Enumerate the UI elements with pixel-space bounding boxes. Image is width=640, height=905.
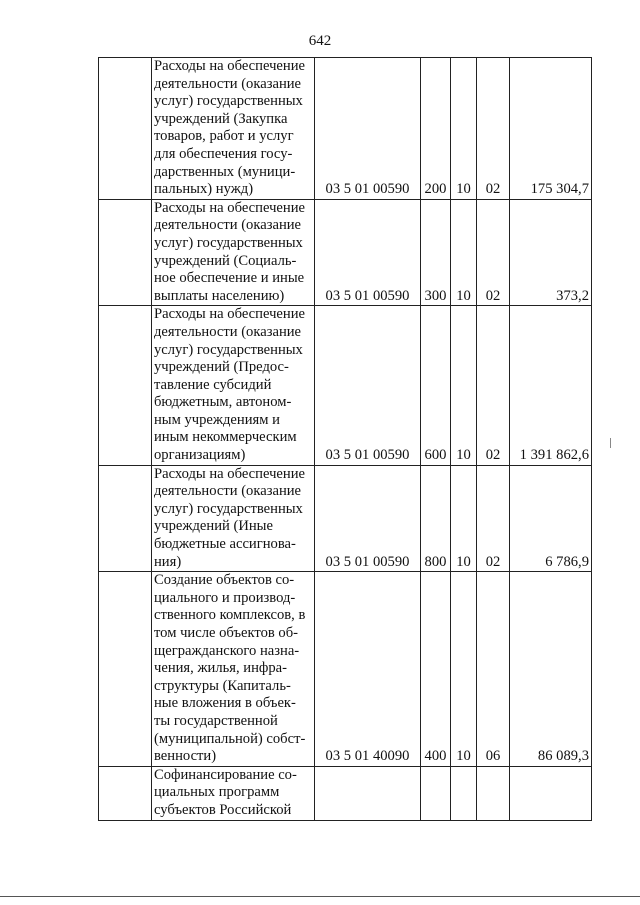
expense-name-line: услуг) государственных xyxy=(154,93,303,110)
expense-type-cell: 300 xyxy=(421,199,451,306)
expense-name-line: Создание объектов со- xyxy=(154,572,295,589)
bottom-rule xyxy=(0,896,640,897)
page-number: 642 xyxy=(308,33,332,49)
section-cell: 10 xyxy=(451,58,477,200)
expense-name-line: циальных программ xyxy=(154,784,280,801)
section-cell: 10 xyxy=(451,465,477,572)
expense-type-cell: 800 xyxy=(421,465,451,572)
expense-type-cell: 200 xyxy=(421,58,451,200)
expense-name-line: ния) xyxy=(154,553,182,570)
expense-name-line: для обеспечения госу- xyxy=(154,145,293,162)
subsection-cell: 06 xyxy=(477,572,510,767)
target-article-cell: 03 5 01 00590 xyxy=(315,199,421,306)
section-cell xyxy=(451,766,477,820)
row-number-cell xyxy=(99,465,152,572)
expense-name-line: венности) xyxy=(154,748,217,765)
expense-name-line: ные вложения в объек- xyxy=(154,695,296,712)
amount-cell: 6 786,9 xyxy=(510,465,592,572)
section-cell: 10 xyxy=(451,306,477,465)
expense-name-line: тавление субсидий xyxy=(154,376,272,393)
expense-name-line: учреждений (Предос- xyxy=(154,359,289,376)
expense-name-line: услуг) государственных xyxy=(154,500,303,517)
expense-name-cell xyxy=(152,306,315,465)
expense-name-line: услуг) государственных xyxy=(154,234,303,251)
expense-name-line: структуры (Капиталь- xyxy=(154,677,291,694)
expense-name-line: Софинансирование со- xyxy=(154,766,297,783)
subsection-cell: 02 xyxy=(477,306,510,465)
expense-name-line: Расходы на обеспечение xyxy=(154,58,305,74)
expense-name-cell xyxy=(152,199,315,306)
section-cell: 10 xyxy=(451,572,477,767)
target-article-cell: 03 5 01 00590 xyxy=(315,58,421,200)
amount-cell: 175 304,7 xyxy=(510,58,592,200)
expense-name-line: ты государственной xyxy=(154,712,278,729)
row-number-cell xyxy=(99,58,152,200)
expense-name-line: ственного комплексов, в xyxy=(154,607,306,624)
row-number-cell xyxy=(99,199,152,306)
expense-name-line: бюджетные ассигнова- xyxy=(154,536,296,553)
expense-name-line: ное обеспечение и иные xyxy=(154,270,305,287)
expense-name-line: Расходы на обеспечение xyxy=(154,199,305,216)
amount-cell: 86 089,3 xyxy=(510,572,592,767)
expense-type-cell: 400 xyxy=(421,572,451,767)
expense-name-cell xyxy=(152,465,315,572)
expense-name-line: услуг) государственных xyxy=(154,341,303,358)
expense-name-line: (муниципальной) собст- xyxy=(154,730,306,747)
expense-name-line: иным некоммерческим xyxy=(154,429,297,446)
target-article-cell xyxy=(315,766,421,820)
subsection-cell xyxy=(477,766,510,820)
margin-mark xyxy=(610,438,611,448)
expense-name-cell xyxy=(152,766,315,820)
expense-type-cell xyxy=(421,766,451,820)
row-number-cell xyxy=(99,572,152,767)
table-row xyxy=(99,199,592,306)
expense-name-line: деятельности (оказание xyxy=(154,323,302,340)
table-row xyxy=(99,572,592,767)
subsection-cell: 02 xyxy=(477,465,510,572)
expense-name-line: учреждений (Иные xyxy=(154,518,273,535)
expense-name-line: пальных) нужд) xyxy=(154,181,254,198)
expense-name-cell xyxy=(152,58,315,200)
expense-name-line: циального и производ- xyxy=(154,589,296,606)
target-article-cell: 03 5 01 40090 xyxy=(315,572,421,767)
target-article-cell: 03 5 01 00590 xyxy=(315,306,421,465)
target-article-cell: 03 5 01 00590 xyxy=(315,465,421,572)
budget-table xyxy=(98,57,592,821)
expense-name-cell xyxy=(152,572,315,767)
table-row xyxy=(99,465,592,572)
table-row xyxy=(99,306,592,465)
expense-name-line: ным учреждениям и xyxy=(154,411,280,428)
table-row xyxy=(99,766,592,820)
expense-name-line: бюджетным, автоном- xyxy=(154,394,292,411)
expense-name-line: дарственных (муници- xyxy=(154,163,296,180)
expense-name-line: деятельности (оказание xyxy=(154,483,302,500)
expense-name-line: деятельности (оказание xyxy=(154,217,302,234)
expense-type-cell: 600 xyxy=(421,306,451,465)
expense-name-line: деятельности (оказание xyxy=(154,75,302,92)
expense-name-line: том числе объектов об- xyxy=(154,625,299,641)
expense-name-line: учреждений (Социаль- xyxy=(154,252,297,269)
subsection-cell: 02 xyxy=(477,58,510,200)
row-number-cell xyxy=(99,766,152,820)
expense-name-line: организациям) xyxy=(154,447,246,464)
expense-name-line: учреждений (Закупка xyxy=(154,110,288,127)
amount-cell xyxy=(510,766,592,820)
expense-name-line: Расходы на обеспечение xyxy=(154,465,305,482)
subsection-cell: 02 xyxy=(477,199,510,306)
amount-cell: 1 391 862,6 xyxy=(510,306,592,465)
expense-name-line: щегражданского назна- xyxy=(154,642,300,659)
budget-table-body xyxy=(99,58,592,821)
row-number-cell xyxy=(99,306,152,465)
expense-name-line: Расходы на обеспечение xyxy=(154,306,305,323)
section-cell: 10 xyxy=(451,199,477,306)
expense-name-line: товаров, работ и услуг xyxy=(154,128,294,145)
table-row xyxy=(99,58,592,200)
amount-cell: 373,2 xyxy=(510,199,592,306)
expense-name-line: чения, жилья, инфра- xyxy=(154,660,287,677)
expense-name-line: выплаты населению) xyxy=(154,287,285,304)
expense-name-line: субъектов Российской xyxy=(154,801,292,818)
